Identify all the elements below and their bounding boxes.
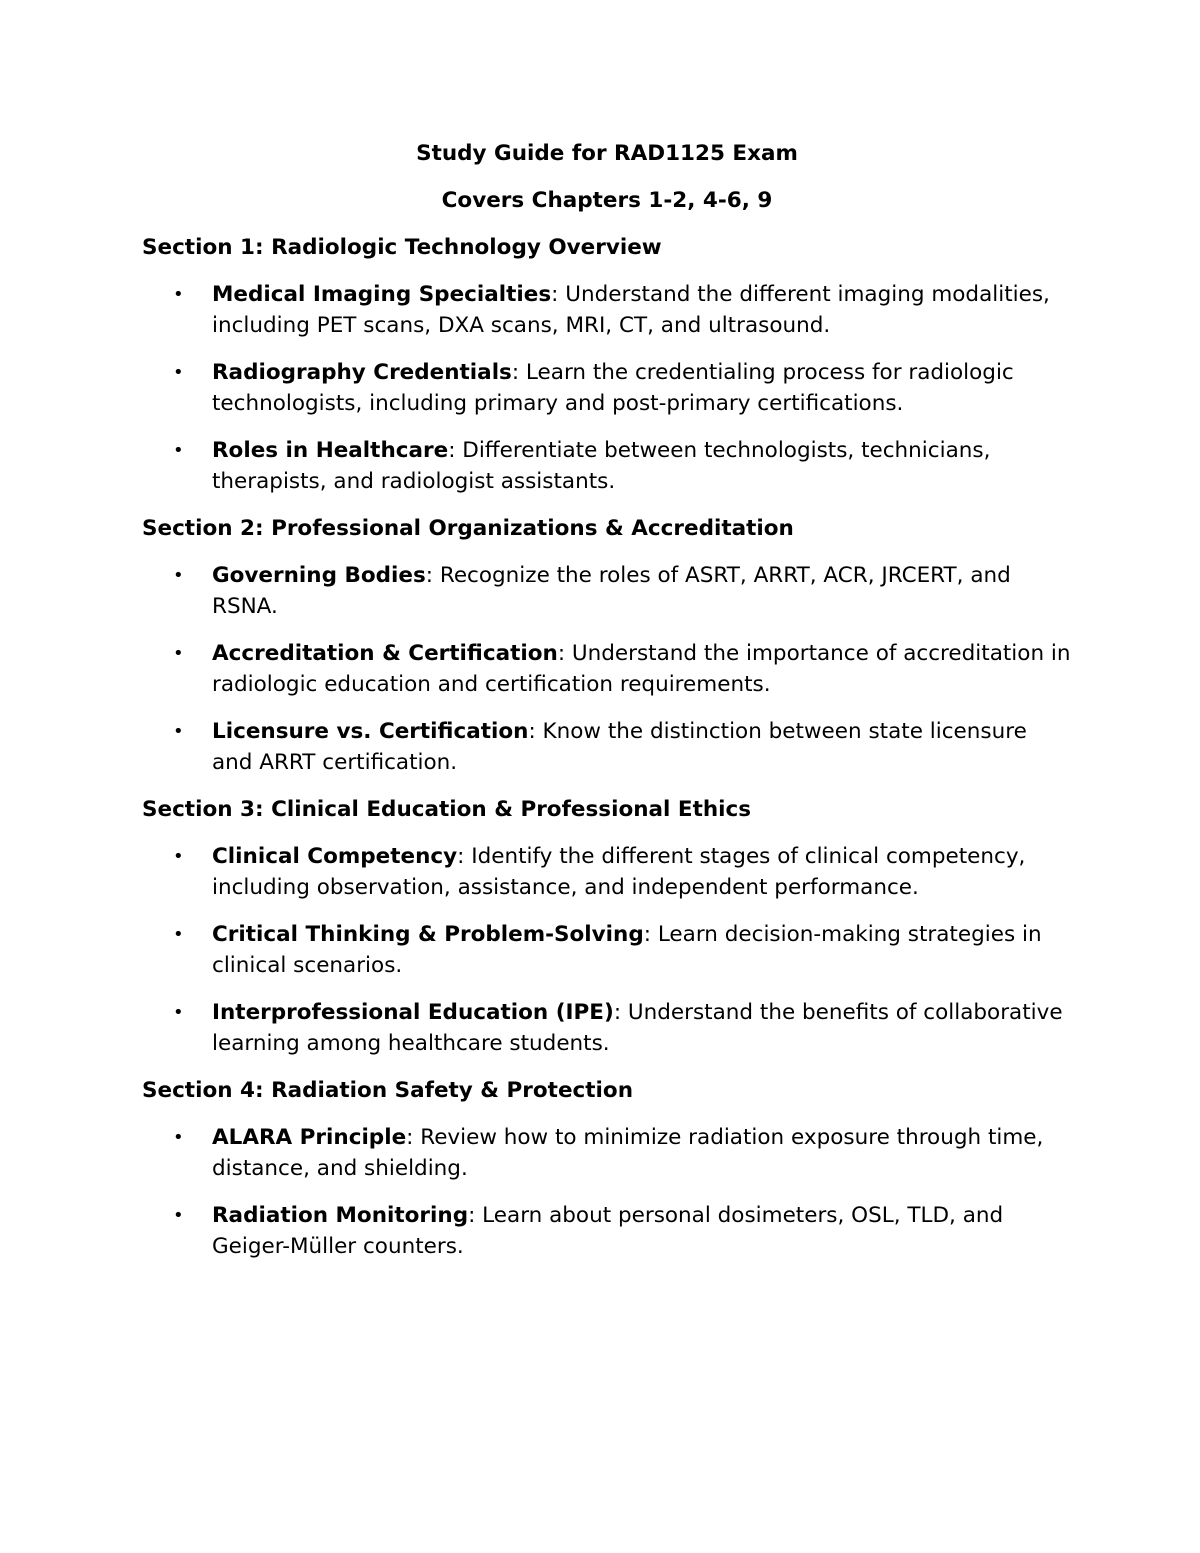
document-subtitle: Covers Chapters 1-2, 4-6, 9 (441, 188, 773, 213)
list-item (142, 997, 1072, 1059)
bullet-icon: • (173, 1205, 184, 1226)
bullet-list (142, 560, 1072, 778)
item-term: ALARA Principle (212, 1125, 407, 1150)
section-heading: Section 1: Radiologic Technology Overview (142, 235, 662, 260)
bullet-icon: • (173, 1127, 184, 1148)
item-term: Radiography Credentials (212, 360, 512, 385)
list-item (142, 560, 1072, 622)
item-term: Clinical Competency (212, 844, 458, 869)
item-term: Medical Imaging Specialties (212, 282, 552, 307)
bullet-icon: • (173, 565, 184, 586)
section-heading: Section 2: Professional Organizations & Accreditation (142, 516, 794, 541)
section-4 (142, 1075, 1072, 1262)
section-3 (142, 794, 1072, 1059)
list-item (142, 279, 1072, 341)
item-text: : Understand the benefits of collaborative learning among healthcare students. (212, 1000, 1063, 1056)
bullet-icon: • (173, 1002, 184, 1023)
bullet-icon: • (173, 362, 184, 383)
item-text: : Review how to minimize radiation exposure through time, distance, and shielding. (212, 1125, 1044, 1181)
bullet-icon: • (173, 643, 184, 664)
item-text: : Identify the different stages of clinical competency, including observation, assistance, and independent performance. (212, 844, 1026, 900)
list-item (142, 1122, 1072, 1184)
item-text: : Differentiate between technologists, technicians, therapists, and radiologist assistants. (212, 438, 991, 494)
bullet-icon: • (173, 846, 184, 867)
item-term: Governing Bodies (212, 563, 426, 588)
bullet-icon: • (173, 440, 184, 461)
bullet-list (142, 279, 1072, 497)
bullet-list (142, 841, 1072, 1059)
list-item (142, 716, 1072, 778)
item-text: : Know the distinction between state licensure and ARRT certification. (212, 719, 1027, 775)
section-1 (142, 232, 1072, 497)
item-term: Licensure vs. Certification (212, 719, 529, 744)
bullet-list (142, 1122, 1072, 1262)
list-item (142, 357, 1072, 419)
section-2 (142, 513, 1072, 778)
list-item (142, 841, 1072, 903)
bullet-icon: • (173, 284, 184, 305)
document-page (142, 138, 1072, 1278)
document-title: Study Guide for RAD1125 Exam (416, 141, 798, 166)
item-term: Roles in Healthcare (212, 438, 449, 463)
item-text: : Learn decision-making strategies in clinical scenarios. (212, 922, 1042, 978)
item-term: Interprofessional Education (IPE) (212, 1000, 614, 1025)
item-text: : Learn about personal dosimeters, OSL, TLD, and Geiger-Müller counters. (212, 1203, 1004, 1259)
bullet-icon: • (173, 721, 184, 742)
list-item (142, 919, 1072, 981)
list-item (142, 638, 1072, 700)
bullet-icon: • (173, 924, 184, 945)
item-text: : Understand the different imaging modalities, including PET scans, DXA scans, MRI, CT, and ultrasound. (212, 282, 1050, 338)
item-text: : Understand the importance of accreditation in radiologic education and certification requirements. (212, 641, 1071, 697)
item-term: Accreditation & Certification (212, 641, 558, 666)
list-item (142, 1200, 1072, 1262)
item-term: Radiation Monitoring (212, 1203, 469, 1228)
section-heading: Section 4: Radiation Safety & Protection (142, 1078, 634, 1103)
item-text: : Recognize the roles of ASRT, ARRT, ACR, JRCERT, and RSNA. (212, 563, 1011, 619)
item-term: Critical Thinking & Problem-Solving (212, 922, 644, 947)
list-item (142, 435, 1072, 497)
section-heading: Section 3: Clinical Education & Professional Ethics (142, 797, 752, 822)
item-text: : Learn the credentialing process for radiologic technologists, including primary and post-primary certifications. (212, 360, 1014, 416)
